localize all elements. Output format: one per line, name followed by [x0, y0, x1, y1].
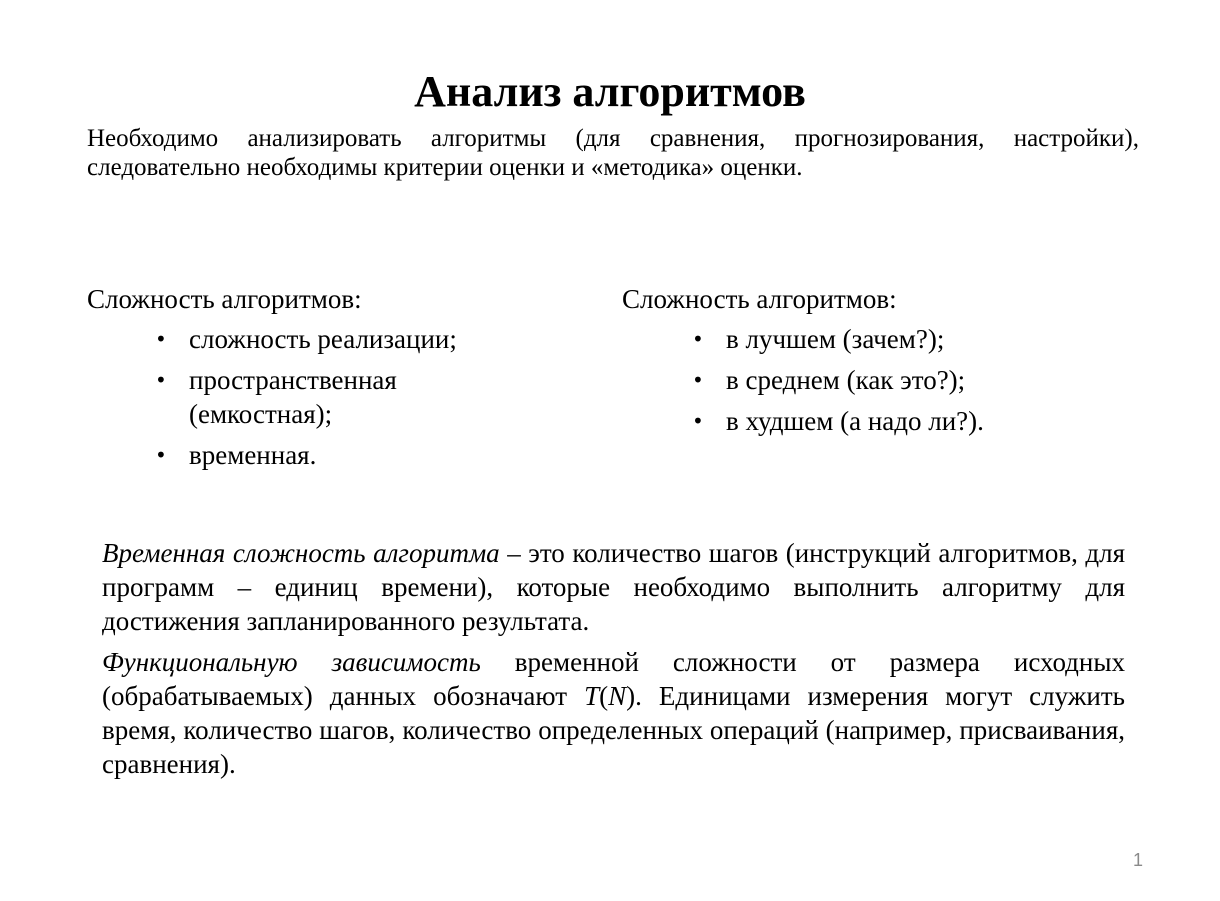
definition-text: – это количество шагов (инструкций алгоритмов, для программ – единиц времени), которые необходимо выполнить алгоритму для достижения запланированного результата.: [102, 538, 1125, 636]
bullet-icon: •: [692, 409, 704, 433]
right-column-heading: Сложность алгоритмов:: [622, 284, 897, 314]
definition-text-continued: . Единицами измерения могут служить время, количество шагов, количество определенных операций (например, присваивания, сравнения).: [102, 681, 1125, 779]
list-item-text: в среднем (как это?);: [726, 365, 966, 395]
formula-open-paren: (: [599, 681, 609, 711]
list-item: [155, 363, 587, 431]
left-column-heading: Сложность алгоритмов:: [87, 284, 362, 314]
list-item: [692, 363, 1142, 397]
list-item-text: пространственная (емкостная);: [189, 365, 397, 429]
intro-paragraph: Необходимо анализировать алгоритмы (для сравнения, прогнозирования, настройки), следовательно необходимы критерии оценки и «методика» оценки.: [87, 125, 1139, 181]
definition-text: временной сложности от размера исходных (обрабатываемых) данных обозначают: [102, 647, 1125, 711]
list-item: [692, 404, 1142, 438]
list-item: [155, 322, 587, 356]
formula-close-paren: ): [626, 681, 636, 711]
left-bullet-list: [87, 322, 587, 472]
page-number: 1: [1133, 850, 1144, 870]
bullet-icon: •: [692, 327, 704, 351]
definition-term: Временная сложность алгоритма: [102, 538, 500, 568]
left-column: [87, 280, 587, 479]
list-item-text: в худшем (а надо ли?).: [726, 406, 984, 436]
list-item-text: в лучшем (зачем?);: [726, 324, 945, 354]
right-column: [622, 280, 1142, 445]
bullet-icon: •: [692, 368, 704, 392]
definition-functional-dependency: [102, 645, 1125, 781]
list-item-text: сложность реализации;: [189, 324, 457, 354]
formula-t: T: [584, 681, 600, 711]
formula-n: N: [608, 681, 627, 711]
definition-term: Функциональную зависимость: [102, 647, 481, 677]
list-item-text: временная.: [189, 440, 317, 470]
bullet-icon: •: [155, 368, 167, 392]
list-item: [155, 438, 587, 472]
bullet-icon: •: [155, 443, 167, 467]
list-item: [692, 322, 1142, 356]
right-bullet-list: [622, 322, 1142, 438]
slide-title: Анализ алгоритмов: [414, 67, 806, 116]
bullet-icon: •: [155, 327, 167, 351]
definition-time-complexity: [102, 536, 1125, 638]
